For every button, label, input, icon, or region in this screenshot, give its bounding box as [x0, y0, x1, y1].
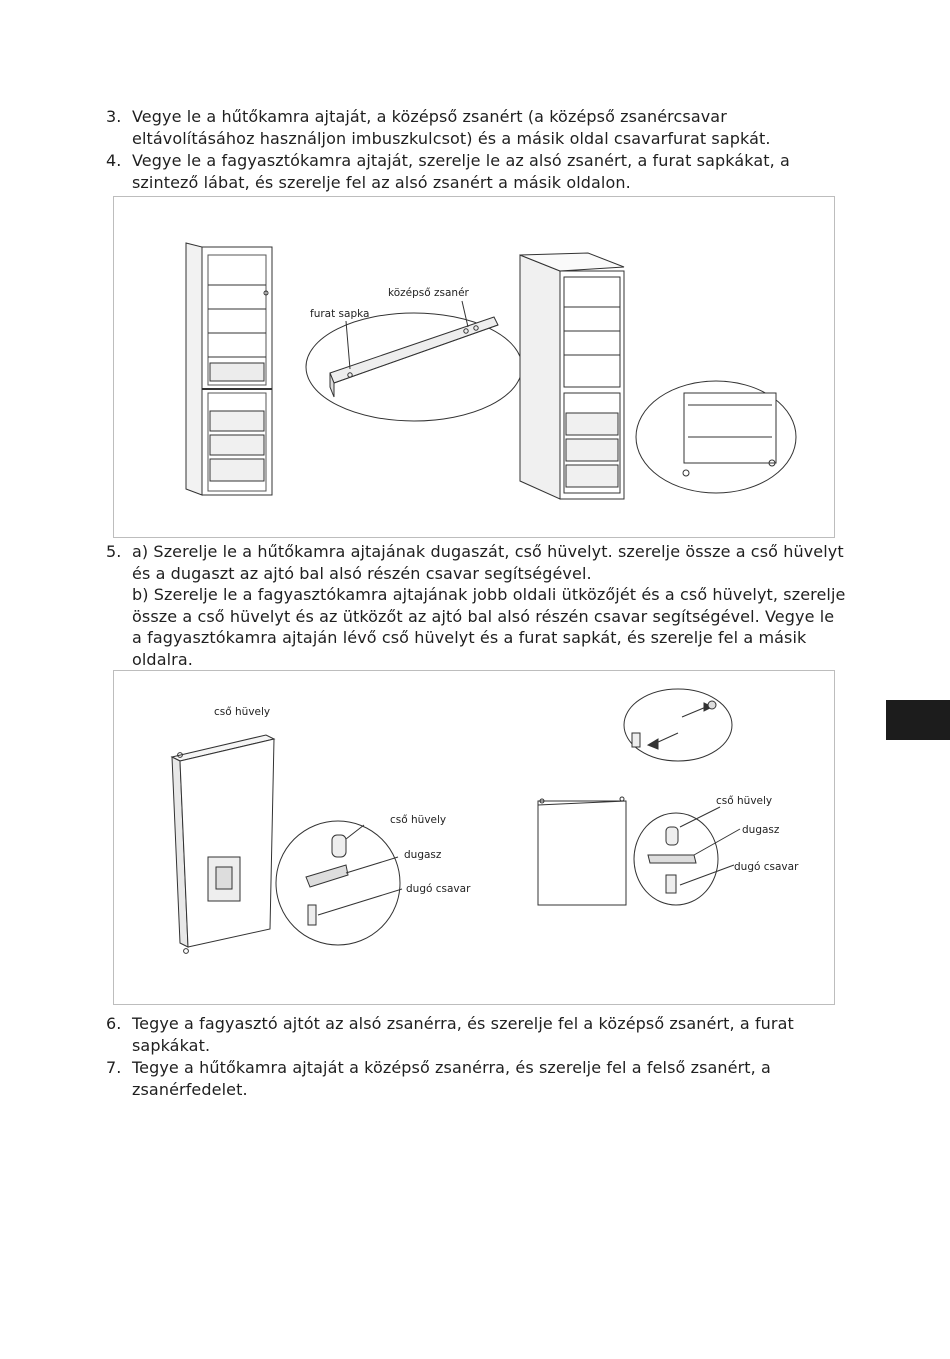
figure-refrigerator-hinges	[113, 196, 835, 538]
label-right-screw: dugó csavar	[734, 861, 799, 873]
step-text: Vegye le a hűtőkamra ajtaját, a középső zsanért (a középső zsanércsavar eltávolításához használjon imbuszkulcsot) és a másik oldal csavarfurat sapkát.	[132, 107, 771, 148]
right-detail-illustration	[634, 807, 740, 905]
fridge-closed-illustration	[520, 253, 624, 499]
label-right-sleeve: cső hüvely	[716, 795, 773, 807]
label-middle-hinge: középső zsanér	[388, 287, 469, 299]
freezer-door-illustration	[538, 797, 626, 905]
fridge-open-illustration	[186, 243, 272, 495]
step-7	[106, 1057, 846, 1100]
fridge-door-illustration	[172, 735, 274, 953]
left-detail-illustration	[276, 821, 402, 945]
figure-2-illustration	[114, 671, 836, 1006]
step-3	[106, 106, 846, 149]
step-6	[106, 1013, 846, 1056]
step-5	[106, 541, 846, 670]
step-text-b: b) Szerelje le a fagyasztókamra ajtajának jobb oldali ütközőjét és a cső hüvelyt, szerelje össze a cső hüvelyt és az ütközőt az ajtó bal alsó részén csavar segítségével. Vegye le a fagyasztókamra ajtaján lévő cső hüvelyt és a furat sapkát, és szerelje fel a másik oldalra.	[132, 585, 846, 669]
bottom-hinge-zoom-illustration	[636, 381, 796, 493]
label-left-sleeve: cső hüvely	[390, 814, 447, 826]
step-text-a: a) Szerelje le a hűtőkamra ajtajának dugaszát, cső hüvelyt. szerelje össze a cső hüvelyt és a dugaszt az ajtó bal alsó részén csavar segítségével.	[132, 542, 844, 583]
step-4	[106, 150, 846, 193]
label-left-plug: dugasz	[404, 849, 442, 861]
step-number: 7.	[106, 1058, 122, 1077]
step-text: Vegye le a fagyasztókamra ajtaját, szerelje le az alsó zsanért, a furat sapkákat, a szintező lábat, és szerelje fel az alsó zsanért a másik oldalon.	[132, 151, 790, 192]
step-number: 3.	[106, 107, 122, 126]
label-right-plug: dugasz	[742, 824, 780, 836]
label-sleeve-top: cső hüvely	[214, 706, 271, 718]
arrow-detail-illustration	[624, 689, 732, 761]
step-text: Tegye a hűtőkamra ajtaját a középső zsanérra, és szerelje fel a felső zsanért, a zsanérfedelet.	[132, 1058, 771, 1099]
figure-1-illustration	[114, 197, 836, 539]
side-section-tab	[886, 700, 950, 740]
label-hole-cap: furat sapka	[310, 308, 370, 320]
step-number: 4.	[106, 151, 122, 170]
step-number: 6.	[106, 1014, 122, 1033]
step-text: Tegye a fagyasztó ajtót az alsó zsanérra, és szerelje fel a középső zsanért, a furat sapkákat.	[132, 1014, 794, 1055]
label-left-screw: dugó csavar	[406, 883, 471, 895]
figure-door-parts	[113, 670, 835, 1005]
step-number: 5.	[106, 542, 122, 561]
